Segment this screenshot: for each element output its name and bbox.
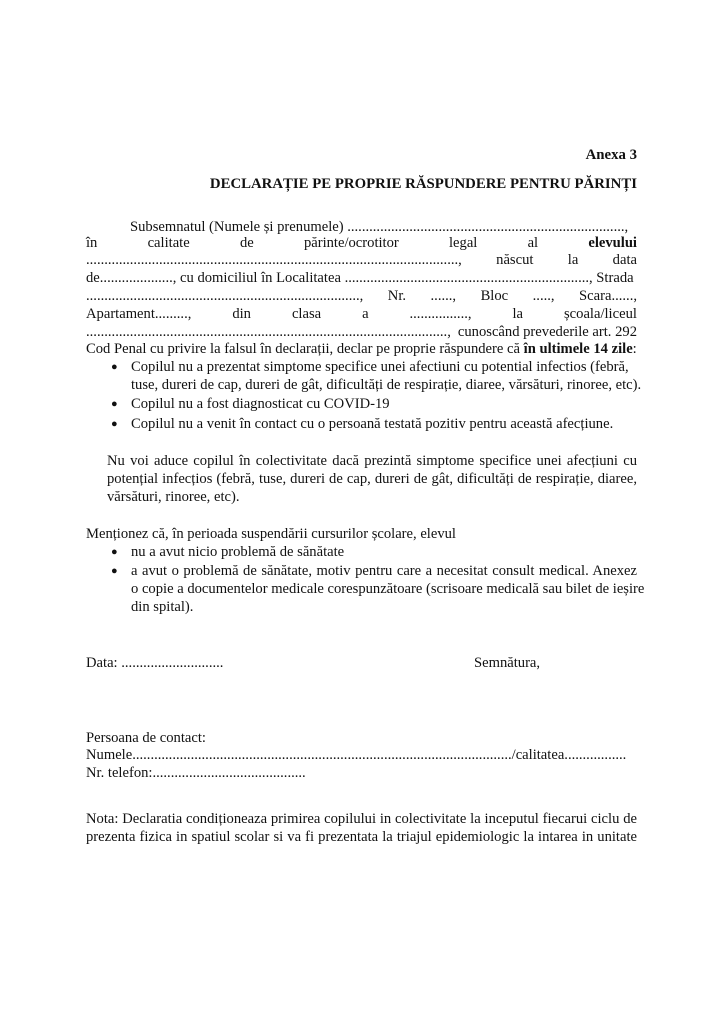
word: legal [448,235,478,251]
bullet-icon: ● [111,546,118,558]
paragraph-line-1: Nu voi aduce copilul în colectivitate dacă prezintă simptome specifice unei afecțiuni cu [107,453,637,469]
condition-2: Copilul nu a fost diagnosticat cu COVID-19 [131,396,390,412]
note-line-1: Nota: Declaratia condiționeaza primirea copilului in colectivitate la inceputul fiecarui ciclu de [86,811,637,827]
decl-line-3 [86,251,637,269]
contact-phone-field: Nr. telefon:.......................................... [86,765,306,781]
elev-label: elevului [588,235,637,251]
word: din [232,306,251,322]
word: calitate [147,235,190,251]
paragraph-line-2: potențial infecțios (febră, tuse, dureri de cap, dureri de gât, dificultăți de respirație, diaree, [107,471,637,487]
word: părinte/ocrotitor [303,235,399,251]
bullet-icon: ● [111,398,118,410]
dots: ..........................................................................., [86,288,364,304]
dots: ..................................................................................................., [86,324,451,340]
decl-line-8 [86,340,637,358]
art-ref: cunoscând prevederile art. 292 [457,324,637,340]
word: Bloc [480,288,509,304]
mention-intro: Menționez că, în perioada suspendării cursurilor școlare, elevul [86,526,456,542]
decl-line-1: Subsemnatul (Numele și prenumele) ............................................................................, [130,219,629,235]
decl-line-4: de...................., cu domiciliul în Localitatea ..................................................................., Strada [86,270,634,286]
condition-3: Copilul nu a venit în contact cu o persoană testată pozitiv pentru această afecțiune. [131,416,614,432]
word: la [512,306,524,322]
document-title: DECLARAȚIE PE PROPRIE RĂSPUNDERE PENTRU PĂRINȚI [209,176,637,192]
period-emphasis: în ultimele 14 zile [523,341,633,357]
bullet-icon: ● [111,361,118,373]
signature-label: Semnătura, [474,655,541,671]
mention-option-1: nu a avut nicio problemă de sănătate [131,544,345,560]
condition-1-line-1: Copilul nu a prezentat simptome specifice unei afectiuni cu potential infectios (febră, [131,359,629,375]
decl-line-5 [86,287,637,305]
word: ....., [532,288,555,304]
paragraph-line-3: vărsături, rinoree, etc). [107,489,240,505]
decl-line-2 [86,234,637,252]
decl-text: Cod Penal cu privire la falsul în declarații, declar pe proprie răspundere că [86,341,524,357]
bullet-icon: ● [111,418,118,430]
word: ................, [409,306,472,322]
word: data [612,252,637,268]
date-field: Data: ............................ [86,655,224,671]
condition-1-line-2: tuse, dureri de cap, dureri de gât, dificultăți de respirație, diaree, vărsături, rinoree, etc). [131,377,642,393]
word: școala/liceul [563,306,637,322]
word: în [86,235,98,251]
dots: ......................................................................................................, [86,252,462,268]
word: Apartament........., [86,306,192,322]
decl-line-7 [86,323,637,341]
mention-option-2-line-2: o copie a documentelor medicale corespunzătoare (scrisoare medicală sau bilet de ieșire [131,581,645,597]
decl-line-6 [86,305,637,323]
contact-name-field: Numele......................................................................................................../calitatea................. [86,747,627,763]
word: ......, [430,288,457,304]
word: Nr. [387,288,407,304]
word: născut [496,252,534,268]
contact-title: Persoana de contact: [86,730,206,746]
word: al [527,235,539,251]
note-line-2: prezenta fizica in spatiul scolar si va fi prezentata la triajul epidemiologic la intarea in unitate [86,829,637,845]
word: clasa [291,306,322,322]
mention-option-2-line-1: a avut o problemă de sănătate, motiv pentru care a necesitat consult medical. Anexez [131,563,637,579]
colon: : [632,341,637,357]
annex-label: Anexa 3 [585,147,637,163]
word: Scara......, [579,288,637,304]
word: la [567,252,579,268]
bullet-icon: ● [111,565,118,577]
word: de [239,235,254,251]
mention-option-2-line-3: din spital). [131,599,194,615]
word: a [362,306,369,322]
